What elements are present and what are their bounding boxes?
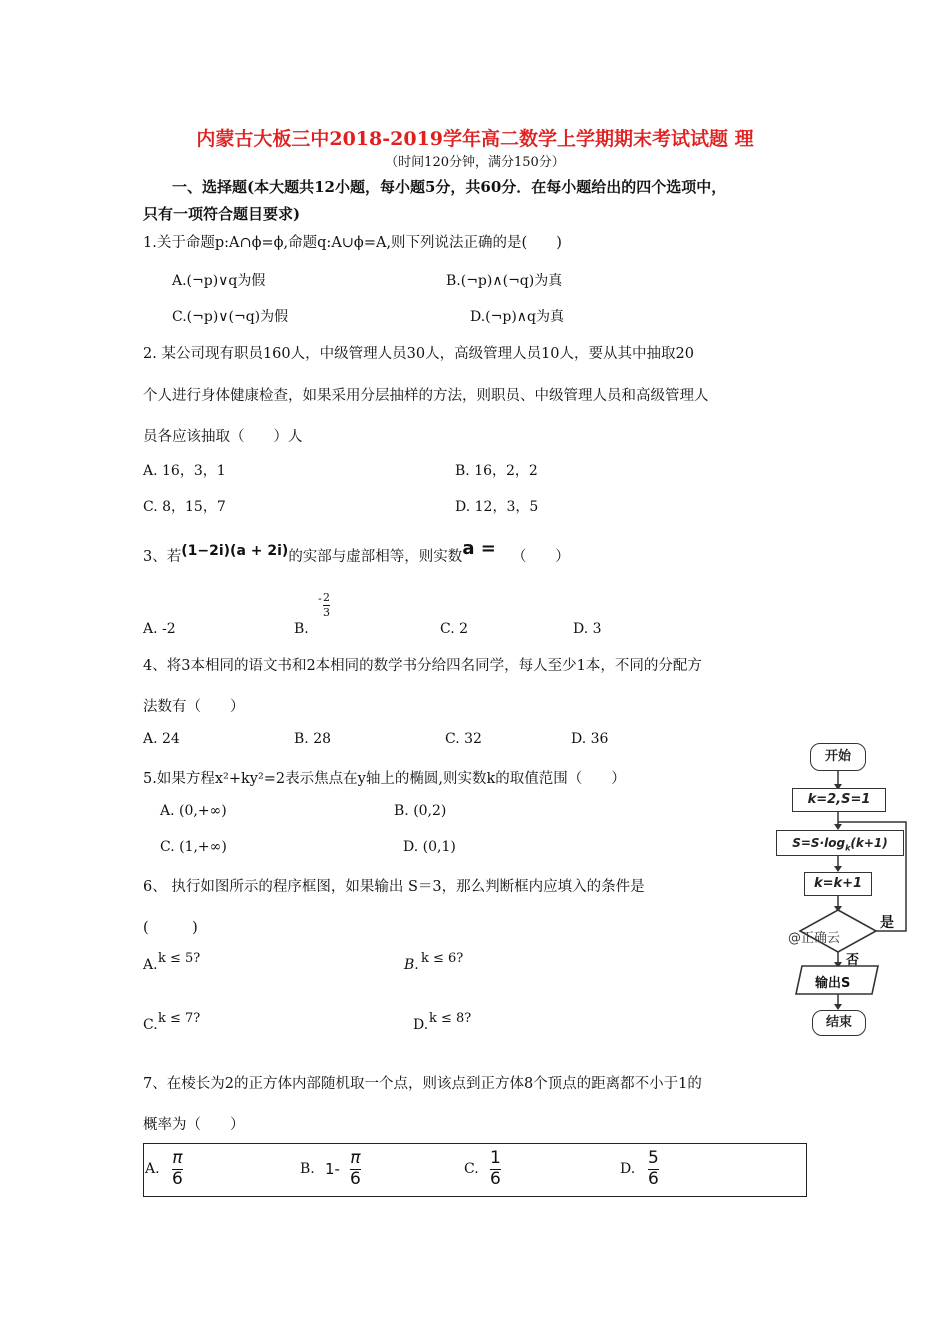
question-3-option-a: A. -2	[143, 621, 176, 637]
question-3-expression: (1−2i)(a + 2i)	[181, 543, 289, 559]
question-1-option-c: C.(¬p)∨(¬q)为假	[172, 309, 289, 325]
fraction-denominator: 6	[648, 1168, 659, 1189]
flowchart-increment: k=k+1	[804, 872, 872, 896]
question-3-paren: （ ）	[511, 549, 570, 565]
flowchart-start: 开始	[810, 743, 866, 771]
question-6-option-a-condition: k ≤ 5?	[158, 951, 201, 966]
flowchart-assign-tail: (k+1)	[850, 836, 888, 850]
flowchart-output: 输出S	[815, 976, 851, 991]
question-7-option-d-label: D.	[620, 1161, 636, 1177]
question-4-line-1: 4、将3本相同的语文书和2本相同的数学书分给四名同学，每人至少1本，不同的分配方	[143, 658, 702, 674]
page-subtitle: （时间120分钟，满分150分）	[385, 155, 565, 170]
question-3-prefix: 3、若	[143, 549, 182, 565]
question-3-option-d: D. 3	[573, 621, 602, 637]
question-1-option-a: A.(¬p)∨q为假	[172, 273, 266, 289]
question-3-stem	[143, 538, 570, 566]
question-7-option-b-prefix: 1-	[325, 1160, 340, 1178]
question-4-option-b: B. 28	[294, 731, 332, 747]
fraction-denominator: 3	[323, 605, 330, 619]
question-6-option-d-label: D.	[413, 1017, 429, 1033]
fraction-numerator: 5	[648, 1148, 659, 1168]
question-5-option-b: B. (0,2)	[394, 803, 447, 819]
question-1-option-d: D.(¬p)∧q为真	[470, 309, 565, 325]
flowchart-assign	[776, 830, 904, 856]
section-heading-cont: 只有一项符合题目要求)	[143, 205, 301, 223]
question-3-option-b-fraction	[323, 592, 330, 618]
question-7-option-c-label: C.	[464, 1161, 479, 1177]
question-4-option-c: C. 32	[445, 731, 482, 747]
section-heading: 一、选择题(本大题共12小题，每小题5分，共60分．在每小题给出的四个选项中，	[172, 178, 727, 196]
fraction-denominator: 6	[350, 1168, 361, 1189]
page-title: 内蒙古大板三中2018-2019学年高二数学上学期期末考试试题 理	[196, 128, 754, 150]
question-7-option-d-fraction	[648, 1150, 659, 1189]
fraction-numerator: 1	[490, 1148, 501, 1168]
question-5-stem: 5.如果方程x²+ky²=2表示焦点在y轴上的椭圆,则实数k的取值范围（ ）	[143, 771, 626, 787]
flowchart-yes-label: 是	[880, 915, 894, 931]
question-5-option-d: D. (0,1)	[403, 839, 456, 855]
watermark: @正确云	[788, 931, 841, 946]
question-6-option-c-condition: k ≤ 7?	[158, 1011, 201, 1026]
question-6-option-c-label: C.	[143, 1017, 158, 1033]
question-4-option-a: A. 24	[143, 731, 180, 747]
fraction-numerator: 2	[323, 591, 330, 604]
question-6-option-d-condition: k ≤ 8?	[429, 1011, 472, 1026]
question-2-line-2: 个人进行身体健康检查，如果采用分层抽样的方法，则职员、中级管理人员和高级管理人	[143, 388, 709, 404]
question-7-option-b-label: B.	[300, 1161, 315, 1177]
question-2-option-b: B. 16，2，2	[455, 463, 538, 479]
fraction-numerator: π	[172, 1148, 183, 1168]
question-2-option-d: D. 12，3，5	[455, 499, 539, 515]
question-7-line-1: 7、在棱长为2的正方体内部随机取一个点，则该点到正方体8个顶点的距离都不小于1的	[143, 1076, 702, 1092]
question-6-option-a-label: A.	[143, 957, 158, 973]
question-6-option-b-condition: k ≤ 6?	[421, 951, 464, 966]
question-3-option-b-sign: -	[318, 592, 322, 605]
question-2-line-1: 2. 某公司现有职员160人，中级管理人员30人，高级管理人员10人，要从其中抽取20	[143, 346, 694, 362]
flowchart-assign-main: S=S·log	[792, 836, 846, 850]
question-2-option-a: A. 16，3，1	[143, 463, 226, 479]
question-7-option-a-fraction	[172, 1150, 183, 1189]
question-7-option-c-fraction	[490, 1150, 501, 1189]
question-6-option-b-label: B.	[404, 957, 419, 973]
question-2-option-c: C. 8，15，7	[143, 499, 226, 515]
question-3-middle: 的实部与虚部相等，则实数	[288, 549, 463, 565]
flowchart-assign-sub: k	[845, 843, 851, 853]
question-1-stem: 1.关于命题p:A∩ϕ=ϕ,命题q:A∪ϕ=A,则下列说法正确的是( )	[143, 235, 562, 251]
flowchart-no-label: 否	[846, 953, 860, 968]
flowchart-init: k=2,S=1	[792, 788, 886, 812]
question-4-option-d: D. 36	[571, 731, 609, 747]
question-5-option-c: C. (1,+∞)	[160, 839, 227, 855]
question-1-option-b: B.(¬p)∧(¬q)为真	[446, 273, 563, 289]
question-6-line-2: ( )	[143, 920, 198, 936]
question-2-line-3: 员各应该抽取（ ）人	[143, 429, 303, 445]
question-3-variable: a =	[462, 538, 496, 559]
fraction-denominator: 6	[490, 1168, 501, 1189]
question-7-option-a-label: A.	[145, 1161, 160, 1177]
question-7-option-b-fraction	[350, 1150, 361, 1189]
fraction-denominator: 6	[172, 1168, 183, 1189]
fraction-numerator: π	[350, 1148, 361, 1168]
question-5-option-a: A. (0,+∞)	[160, 803, 227, 819]
question-6-line-1: 6、 执行如图所示的程序框图，如果输出 S＝3，那么判断框内应填入的条件是	[143, 879, 645, 895]
question-4-line-2: 法数有（ ）	[143, 699, 245, 715]
question-3-option-b-label: B.	[294, 621, 309, 637]
question-3-option-c: C. 2	[440, 621, 469, 637]
flowchart-end: 结束	[812, 1010, 866, 1036]
question-7-line-2: 概率为（ ）	[143, 1117, 245, 1133]
